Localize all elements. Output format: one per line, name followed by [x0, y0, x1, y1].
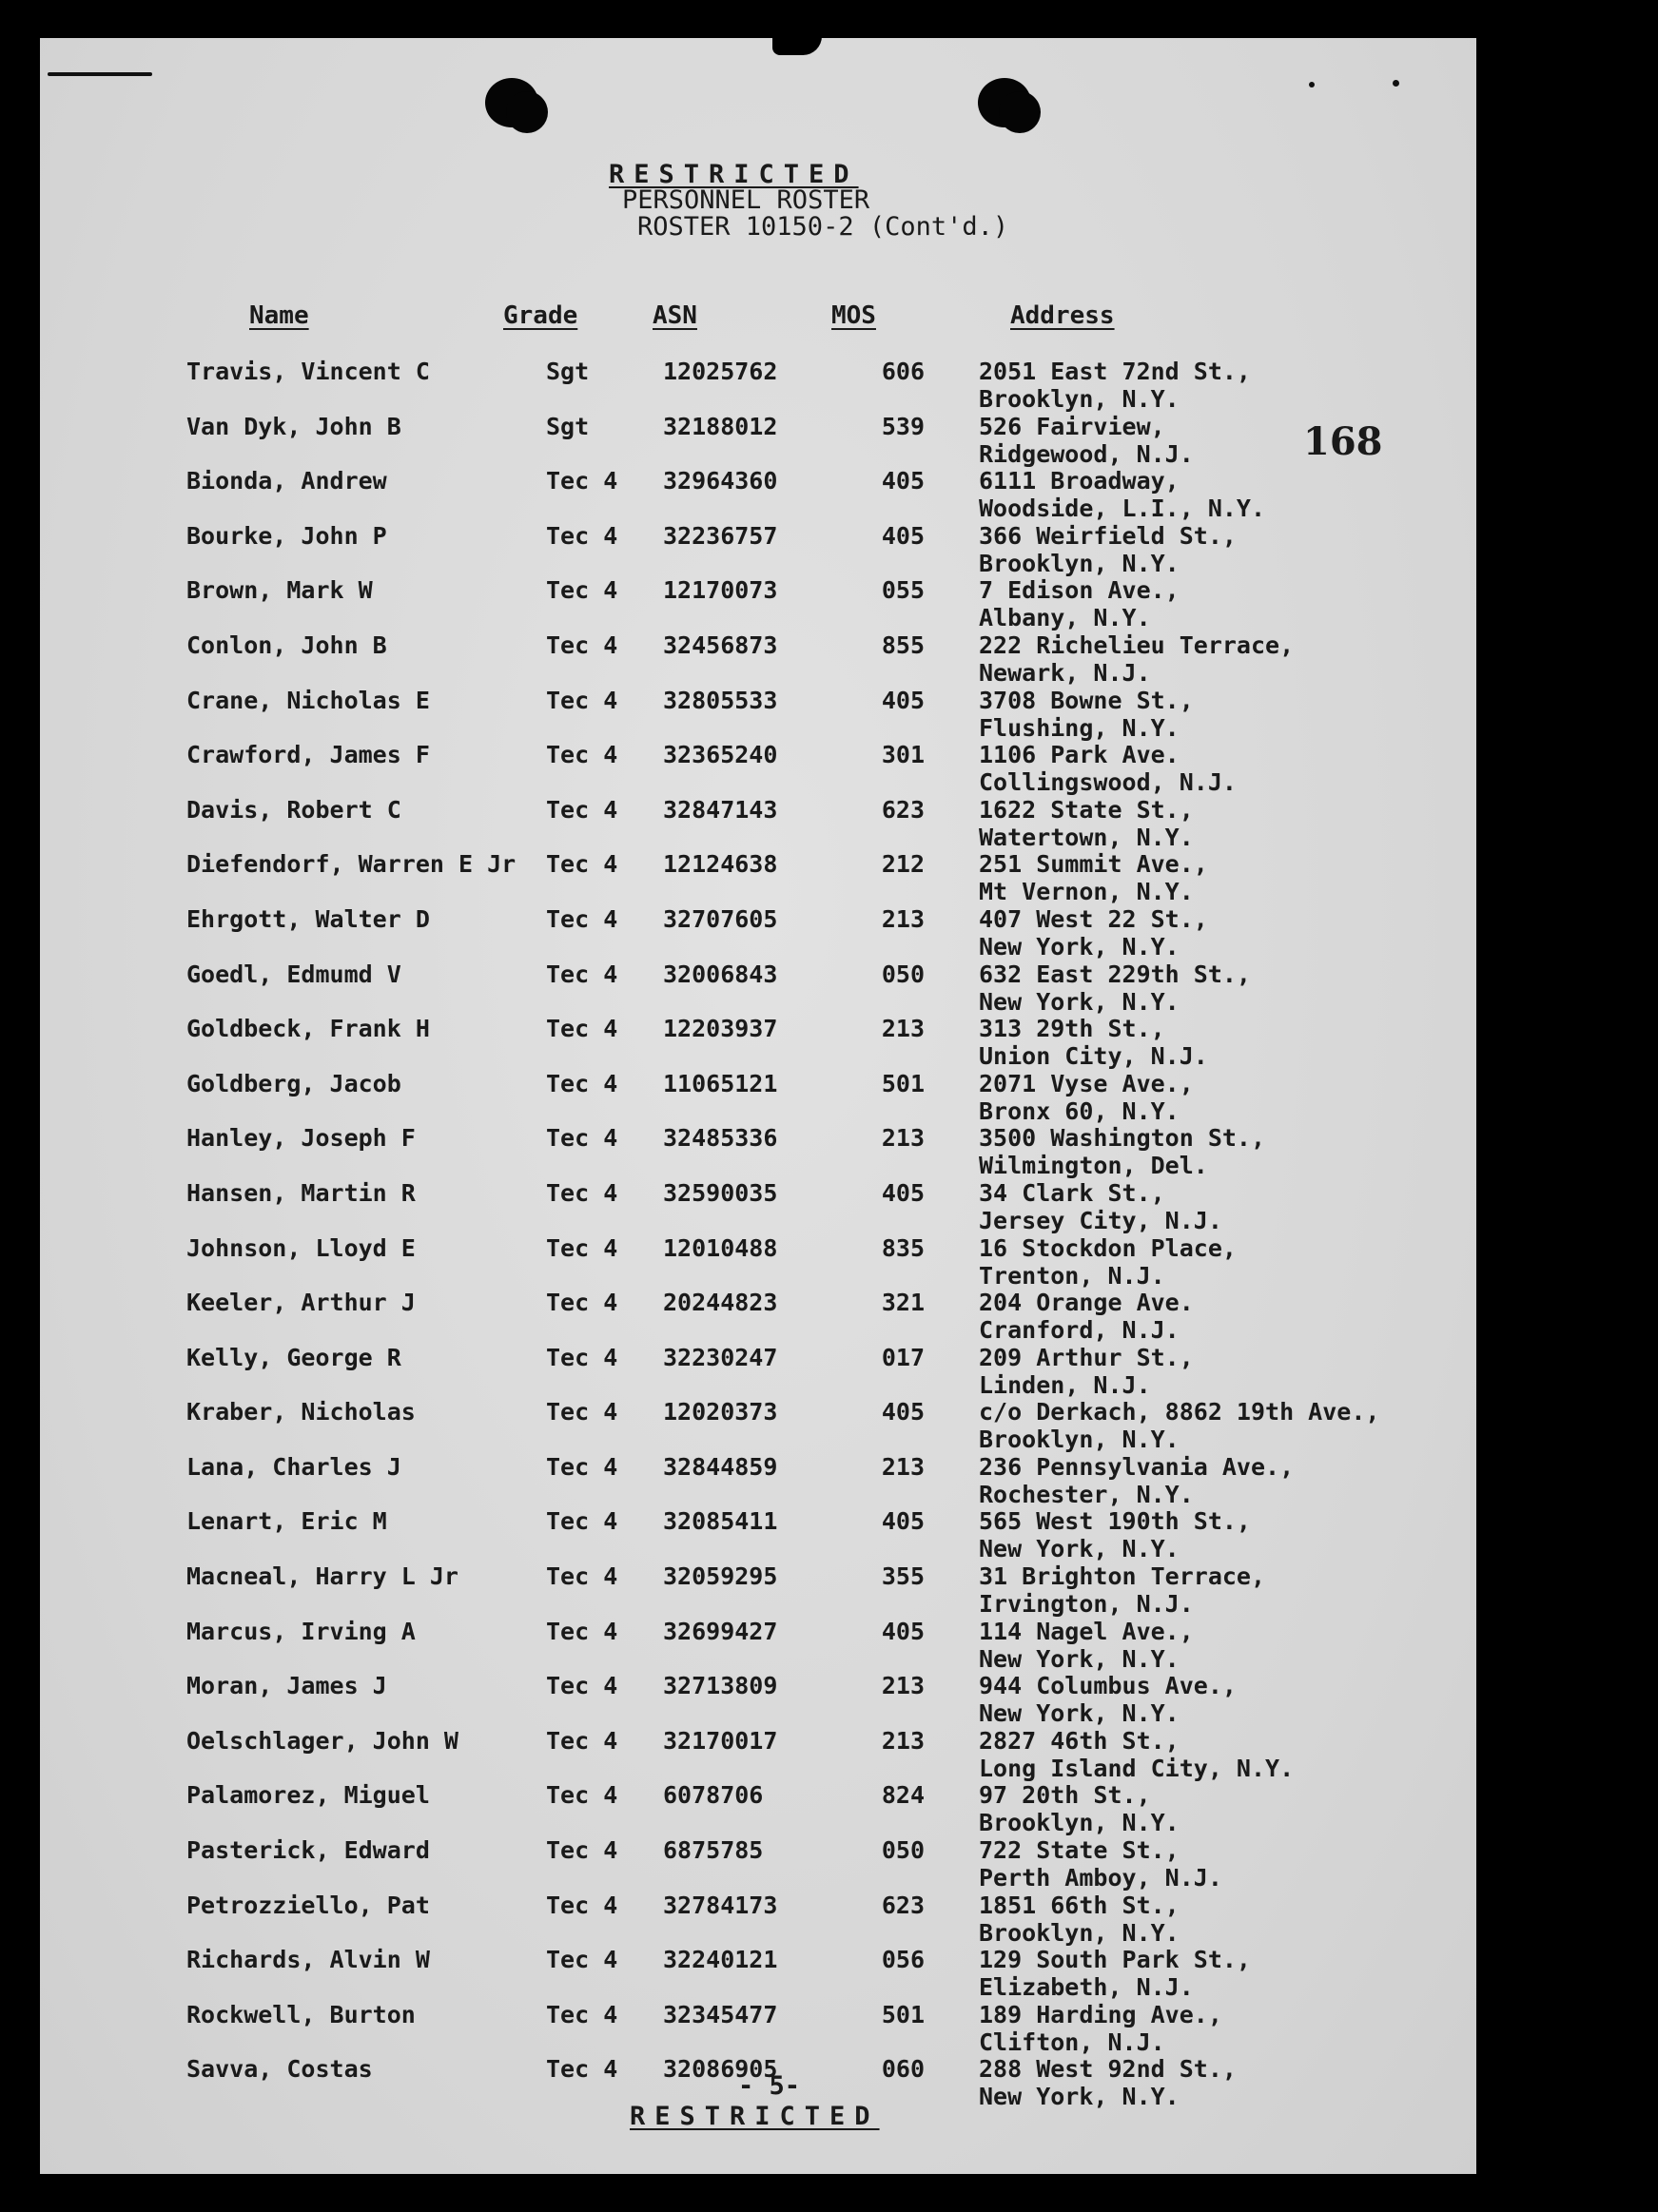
column-header-name: Name [249, 301, 309, 330]
row-mos: 355 [881, 1562, 925, 1591]
row-name: Hanley, Joseph F [186, 1124, 416, 1153]
row-mos: 405 [881, 1617, 925, 1645]
table-row [40, 1398, 1476, 1453]
row-grade: Tec 4 [546, 1726, 618, 1755]
row-address-line2: Ridgewood, N.J. [979, 439, 1194, 468]
table-row [40, 1507, 1476, 1562]
row-name: Oelschlager, John W [186, 1726, 458, 1755]
row-grade: Tec 4 [546, 741, 618, 769]
punch-hole-left [485, 78, 538, 127]
row-address-line1: 2051 East 72nd St., [979, 358, 1251, 385]
row-name: Richards, Alvin W [186, 1946, 430, 1974]
row-name: Conlon, John B [186, 631, 387, 659]
row-name: Marcus, Irving A [186, 1617, 416, 1645]
row-name: Kraber, Nicholas [186, 1398, 416, 1426]
table-row [40, 741, 1476, 796]
row-address-line2: Trenton, N.J. [979, 1261, 1165, 1290]
table-row [40, 413, 1476, 468]
table-row [40, 1946, 1476, 2001]
roster-number: ROSTER 10150-2 (Cont'd.) [637, 212, 1009, 242]
row-address-line2: New York, N.Y. [979, 932, 1180, 960]
row-name: Moran, James J [186, 1672, 387, 1700]
row-mos: 056 [881, 1946, 925, 1974]
row-grade: Tec 4 [546, 467, 618, 495]
row-address-line1: 1106 Park Ave. [979, 741, 1180, 769]
row-grade: Tec 4 [546, 2000, 618, 2028]
row-grade: Tec 4 [546, 904, 618, 933]
row-name: Hansen, Martin R [186, 1178, 416, 1207]
row-asn: 32365240 [663, 741, 778, 769]
row-name: Palamorez, Miguel [186, 1781, 430, 1810]
table-row [40, 1234, 1476, 1290]
row-asn: 12124638 [663, 850, 778, 879]
row-address-line1: 944 Columbus Ave., [979, 1672, 1237, 1700]
row-grade: Tec 4 [546, 2055, 618, 2084]
ink-dot [1393, 80, 1399, 87]
row-address-line2: Long Island City, N.Y. [979, 1754, 1295, 1782]
row-grade: Tec 4 [546, 1343, 618, 1371]
row-mos: 835 [881, 1233, 925, 1262]
row-name: Goldberg, Jacob [186, 1069, 401, 1097]
row-address-line1: 189 Harding Ave., [979, 2000, 1222, 2028]
row-grade: Tec 4 [546, 1398, 618, 1426]
row-mos: 213 [881, 1124, 925, 1153]
row-address-line1: 209 Arthur St., [979, 1343, 1194, 1371]
row-address-line1: 6111 Broadway, [979, 467, 1180, 495]
row-grade: Tec 4 [546, 1781, 618, 1810]
row-address-line2: Elizabeth, N.J. [979, 1973, 1194, 2002]
table-row [40, 522, 1476, 577]
row-name: Ehrgott, Walter D [186, 904, 430, 933]
table-row [40, 1070, 1476, 1125]
row-address-line1: 3500 Washington St., [979, 1124, 1266, 1153]
ink-mark [48, 72, 152, 76]
table-row [40, 1179, 1476, 1234]
row-asn: 32784173 [663, 1891, 778, 1919]
row-mos: 405 [881, 467, 925, 495]
row-mos: 501 [881, 2000, 925, 2028]
row-asn: 32707605 [663, 904, 778, 933]
row-address-line1: 407 West 22 St., [979, 904, 1208, 933]
row-asn: 32188012 [663, 412, 778, 440]
row-address-line2: Brooklyn, N.Y. [979, 385, 1180, 413]
row-grade: Tec 4 [546, 1507, 618, 1536]
table-row [40, 2001, 1476, 2056]
row-address-line1: 222 Richelieu Terrace, [979, 631, 1295, 659]
row-asn: 6078706 [663, 1781, 764, 1810]
row-name: Goldbeck, Frank H [186, 1015, 430, 1043]
row-name: Johnson, Lloyd E [186, 1233, 416, 1262]
table-row [40, 1781, 1476, 1836]
row-grade: Tec 4 [546, 1015, 618, 1043]
row-address-line2: Cranford, N.J. [979, 1316, 1180, 1345]
table-row [40, 1836, 1476, 1892]
row-address-line1: 1851 66th St., [979, 1891, 1180, 1919]
row-mos: 050 [881, 960, 925, 988]
row-address-line2: Flushing, N.Y. [979, 713, 1180, 742]
row-address-line2: Rochester, N.Y. [979, 1480, 1194, 1508]
row-mos: 405 [881, 1398, 925, 1426]
row-mos: 213 [881, 1672, 925, 1700]
row-address-line2: Brooklyn, N.Y. [979, 1426, 1180, 1454]
row-name: Bionda, Andrew [186, 467, 387, 495]
row-address-line1: 632 East 229th St., [979, 960, 1251, 988]
row-asn: 12010488 [663, 1233, 778, 1262]
column-header-asn: ASN [653, 301, 697, 330]
row-address-line2: Albany, N.Y. [979, 604, 1151, 632]
row-asn: 12170073 [663, 576, 778, 605]
table-row [40, 631, 1476, 687]
table-row [40, 850, 1476, 905]
row-asn: 12203937 [663, 1015, 778, 1043]
table-row [40, 467, 1476, 522]
row-mos: 212 [881, 850, 925, 879]
row-name: Goedl, Edmumd V [186, 960, 401, 988]
row-mos: 055 [881, 576, 925, 605]
row-asn: 32170017 [663, 1726, 778, 1755]
row-grade: Tec 4 [546, 795, 618, 824]
row-asn: 6875785 [663, 1836, 764, 1865]
table-row [40, 576, 1476, 631]
row-address-line2: New York, N.Y. [979, 1535, 1180, 1563]
page-stamp: 168 [1303, 419, 1383, 464]
table-row [40, 1344, 1476, 1399]
row-address-line1: 565 West 190th St., [979, 1507, 1251, 1536]
row-address-line1: 204 Orange Ave. [979, 1289, 1194, 1317]
table-row [40, 796, 1476, 851]
row-address-line1: c/o Derkach, 8862 19th Ave., [979, 1398, 1380, 1426]
row-mos: 050 [881, 1836, 925, 1865]
row-address-line2: Woodside, L.I., N.Y. [979, 495, 1266, 523]
roster-title: PERSONNEL ROSTER [622, 185, 870, 215]
row-address-line2: Clifton, N.J. [979, 2028, 1165, 2056]
row-name: Pasterick, Edward [186, 1836, 430, 1865]
row-address-line1: 16 Stockdon Place, [979, 1233, 1237, 1262]
table-row [40, 1289, 1476, 1344]
row-asn: 32086905 [663, 2055, 778, 2084]
table-row [40, 1453, 1476, 1508]
row-address-line1: 526 Fairview, [979, 412, 1165, 440]
row-asn: 32230247 [663, 1343, 778, 1371]
row-mos: 213 [881, 1452, 925, 1481]
row-asn: 32844859 [663, 1452, 778, 1481]
row-grade: Tec 4 [546, 1069, 618, 1097]
row-asn: 32059295 [663, 1562, 778, 1591]
row-asn: 12025762 [663, 358, 778, 385]
row-address-line1: 2071 Vyse Ave., [979, 1069, 1194, 1097]
row-name: Lenart, Eric M [186, 1507, 387, 1536]
restricted-footer: RESTRICTED [630, 2102, 880, 2131]
torn-edge [772, 34, 822, 55]
row-asn: 32240121 [663, 1946, 778, 1974]
row-name: Davis, Robert C [186, 795, 401, 824]
table-row [40, 1727, 1476, 1782]
row-address-line1: 114 Nagel Ave., [979, 1617, 1194, 1645]
row-grade: Tec 4 [546, 686, 618, 714]
row-mos: 539 [881, 412, 925, 440]
row-address-line1: 288 West 92nd St., [979, 2055, 1237, 2084]
row-mos: 501 [881, 1069, 925, 1097]
row-asn: 20244823 [663, 1289, 778, 1317]
row-mos: 405 [881, 686, 925, 714]
row-name: Bourke, John P [186, 521, 387, 550]
row-address-line1: 251 Summit Ave., [979, 850, 1208, 879]
row-address-line1: 97 20th St., [979, 1781, 1151, 1810]
table-row [40, 1015, 1476, 1070]
row-grade: Tec 4 [546, 1891, 618, 1919]
row-address-line2: New York, N.Y. [979, 1699, 1180, 1728]
row-address-line2: Union City, N.J. [979, 1042, 1208, 1071]
roster-table [40, 358, 1476, 2110]
row-mos: 017 [881, 1343, 925, 1371]
row-address-line1: 31 Brighton Terrace, [979, 1562, 1266, 1591]
row-grade: Tec 4 [546, 1617, 618, 1645]
row-grade: Tec 4 [546, 1836, 618, 1865]
row-asn: 32590035 [663, 1178, 778, 1207]
row-name: Crane, Nicholas E [186, 686, 430, 714]
table-row [40, 358, 1476, 413]
row-address-line2: Irvington, N.J. [979, 1590, 1194, 1619]
row-mos: 213 [881, 904, 925, 933]
table-row [40, 1618, 1476, 1673]
row-mos: 623 [881, 1891, 925, 1919]
row-grade: Tec 4 [546, 631, 618, 659]
row-grade: Tec 4 [546, 1452, 618, 1481]
table-row [40, 905, 1476, 960]
row-mos: 213 [881, 1015, 925, 1043]
row-grade: Tec 4 [546, 1672, 618, 1700]
row-mos: 405 [881, 521, 925, 550]
row-mos: 606 [881, 358, 925, 385]
row-address-line1: 7 Edison Ave., [979, 576, 1180, 605]
row-grade: Tec 4 [546, 521, 618, 550]
table-row [40, 687, 1476, 742]
row-address-line2: New York, N.Y. [979, 2083, 1180, 2111]
row-name: Keeler, Arthur J [186, 1289, 416, 1317]
page-number: - 5- [738, 2071, 801, 2101]
row-asn: 32847143 [663, 795, 778, 824]
row-address-line1: 129 South Park St., [979, 1946, 1251, 1974]
row-grade: Sgt [546, 358, 590, 385]
row-mos: 060 [881, 2055, 925, 2084]
row-address-line1: 2827 46th St., [979, 1726, 1180, 1755]
row-grade: Tec 4 [546, 1946, 618, 1974]
row-grade: Tec 4 [546, 1289, 618, 1317]
row-grade: Tec 4 [546, 1124, 618, 1153]
table-row [40, 1892, 1476, 1947]
row-name: Rockwell, Burton [186, 2000, 416, 2028]
restricted-header: RESTRICTED [609, 160, 859, 189]
row-name: Lana, Charles J [186, 1452, 401, 1481]
table-row [40, 1124, 1476, 1179]
row-asn: 32713809 [663, 1672, 778, 1700]
row-address-line2: Bronx 60, N.Y. [979, 1096, 1180, 1125]
row-grade: Tec 4 [546, 1178, 618, 1207]
row-asn: 32964360 [663, 467, 778, 495]
row-name: Petrozziello, Pat [186, 1891, 430, 1919]
row-asn: 32699427 [663, 1617, 778, 1645]
table-row [40, 960, 1476, 1016]
row-mos: 405 [881, 1507, 925, 1536]
row-address-line2: Brooklyn, N.Y. [979, 1809, 1180, 1837]
row-asn: 32456873 [663, 631, 778, 659]
column-header-grade: Grade [503, 301, 578, 330]
row-asn: 12020373 [663, 1398, 778, 1426]
punch-hole-right [978, 78, 1031, 127]
row-address-line1: 3708 Bowne St., [979, 686, 1194, 714]
row-grade: Sgt [546, 412, 590, 440]
column-header-mos: MOS [831, 301, 876, 330]
row-address-line2: Wilmington, Del. [979, 1152, 1208, 1180]
table-row [40, 1672, 1476, 1727]
row-address-line2: Mt Vernon, N.Y. [979, 878, 1194, 906]
row-address-line1: 313 29th St., [979, 1015, 1165, 1043]
row-asn: 11065121 [663, 1069, 778, 1097]
row-address-line2: Jersey City, N.J. [979, 1206, 1222, 1234]
row-address-line1: 34 Clark St., [979, 1178, 1165, 1207]
row-name: Travis, Vincent C [186, 358, 430, 385]
row-address-line2: Perth Amboy, N.J. [979, 1864, 1222, 1892]
row-grade: Tec 4 [546, 960, 618, 988]
row-name: Brown, Mark W [186, 576, 373, 605]
row-mos: 301 [881, 741, 925, 769]
row-asn: 32006843 [663, 960, 778, 988]
row-address-line2: Brooklyn, N.Y. [979, 1918, 1180, 1947]
row-asn: 32085411 [663, 1507, 778, 1536]
row-mos: 855 [881, 631, 925, 659]
row-grade: Tec 4 [546, 1233, 618, 1262]
row-address-line1: 1622 State St., [979, 795, 1194, 824]
row-address-line2: New York, N.Y. [979, 987, 1180, 1016]
row-grade: Tec 4 [546, 576, 618, 605]
row-grade: Tec 4 [546, 850, 618, 879]
row-address-line2: New York, N.Y. [979, 1644, 1180, 1673]
row-mos: 321 [881, 1289, 925, 1317]
row-address-line2: Collingswood, N.J. [979, 768, 1237, 797]
row-mos: 623 [881, 795, 925, 824]
row-mos: 213 [881, 1726, 925, 1755]
row-name: Savva, Costas [186, 2055, 373, 2084]
row-mos: 824 [881, 1781, 925, 1810]
row-address-line1: 236 Pennsylvania Ave., [979, 1452, 1295, 1481]
row-name: Macneal, Harry L Jr [186, 1562, 458, 1591]
row-name: Diefendorf, Warren E Jr [186, 850, 517, 879]
row-grade: Tec 4 [546, 1562, 618, 1591]
roster-sheet [40, 38, 1476, 2174]
row-address-line2: Watertown, N.Y. [979, 823, 1194, 851]
row-address-line2: Newark, N.J. [979, 658, 1151, 687]
row-mos: 405 [881, 1178, 925, 1207]
column-header-address: Address [1010, 301, 1115, 330]
row-asn: 32236757 [663, 521, 778, 550]
row-asn: 32805533 [663, 686, 778, 714]
row-address-line1: 722 State St., [979, 1836, 1180, 1865]
table-row [40, 1562, 1476, 1618]
row-name: Crawford, James F [186, 741, 430, 769]
row-address-line2: Brooklyn, N.Y. [979, 549, 1180, 577]
row-asn: 32345477 [663, 2000, 778, 2028]
row-address-line1: 366 Weirfield St., [979, 521, 1237, 550]
row-name: Van Dyk, John B [186, 412, 401, 440]
ink-dot [1309, 82, 1315, 87]
row-address-line2: Linden, N.J. [979, 1370, 1151, 1399]
row-name: Kelly, George R [186, 1343, 401, 1371]
row-asn: 32485336 [663, 1124, 778, 1153]
